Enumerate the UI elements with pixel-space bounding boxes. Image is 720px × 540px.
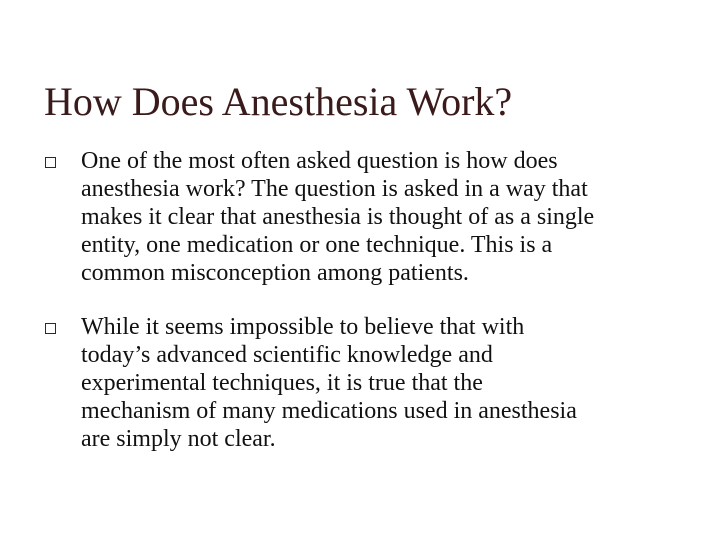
bullet-text: One of the most often asked question is how does anesthesia work? The question is asked in a way that makes it clear that anesthesia is thought of as a single entity, one medication or one technique. This is a common misconception among patients. xyxy=(81,148,595,286)
slide-title: How Does Anesthesia Work? xyxy=(44,79,513,124)
bullet-item xyxy=(0,147,720,287)
hollow-square-bullet-icon xyxy=(45,157,56,168)
hollow-square-bullet-icon xyxy=(45,323,56,334)
bullet-list xyxy=(0,147,720,479)
bullet-text: While it seems impossible to believe that with today’s advanced scientific knowledge and experimental techniques, it is true that the mechanism of many medications used in anesthesia are simply not clear. xyxy=(81,314,577,452)
bullet-item xyxy=(0,313,720,453)
